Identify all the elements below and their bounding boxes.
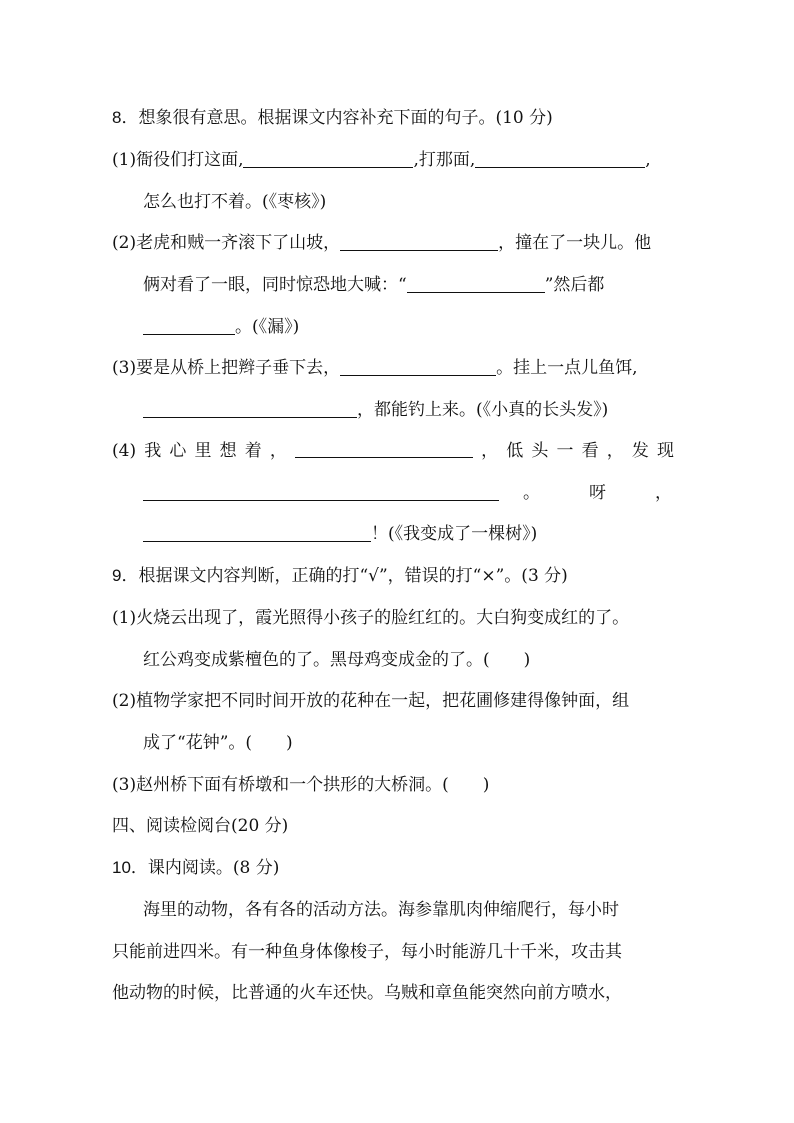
q8-item-1-line-2: 怎么也打不着。(《枣核》) — [143, 192, 327, 212]
answer-blank[interactable] — [295, 439, 473, 458]
char: 一 — [556, 441, 574, 461]
char: 里 — [194, 441, 212, 461]
char: 发 — [631, 441, 649, 461]
char: ， — [269, 441, 287, 461]
q9-title: 根据课文内容判断，正确的打“√”，错误的打“×”。(3 分) — [138, 566, 568, 586]
q9-number: 9． — [112, 566, 139, 585]
q10-passage-line-1: 海里的动物，各有各的活动方法。海参靠肌肉伸缩爬行，每小时 — [143, 900, 619, 920]
text: (2)老虎和贼一齐滚下了山坡， — [112, 233, 341, 253]
text: (3)要是从桥上把辫子垂下去， — [112, 358, 341, 378]
answer-blank[interactable] — [475, 149, 645, 168]
q9-item-1-line-2: 红公鸡变成紫檀色的了。黑母鸡变成金的了。( ) — [143, 650, 531, 670]
text: (1)衙役们打这面, — [112, 150, 244, 170]
text: (4) — [112, 441, 137, 461]
q8-item-3-line-2 — [143, 398, 608, 422]
char: ， — [606, 441, 624, 461]
text: 俩对看了一眼，同时惊恐地大喊：“ — [143, 275, 407, 295]
char: 头 — [531, 441, 549, 461]
char: 看 — [581, 441, 599, 461]
char: 心 — [169, 441, 187, 461]
answer-blank[interactable] — [340, 232, 498, 251]
char: 现 — [656, 441, 674, 461]
answer-blank[interactable] — [340, 357, 496, 376]
char: ， — [481, 441, 499, 461]
answer-blank[interactable] — [143, 482, 499, 501]
q8-item-2-line-3 — [143, 315, 299, 339]
answer-blank[interactable] — [143, 523, 371, 542]
text: , — [645, 150, 651, 170]
answer-blank[interactable] — [243, 149, 413, 168]
text: ”然后都 — [544, 275, 605, 295]
text: ,打那面, — [413, 150, 476, 170]
text: ，都能钓上来。(《小真的长头发》) — [357, 400, 609, 420]
q9-item-3: (3)赵州桥下面有桥墩和一个拱形的大桥洞。( ) — [112, 775, 490, 795]
q10-number: 10． — [112, 858, 148, 877]
q8-heading — [112, 106, 553, 130]
q10-passage-line-2: 只能前进四米。有一种鱼身体像梭子，每小时能游几十千米，攻击其 — [112, 942, 622, 962]
char: 低 — [506, 441, 524, 461]
q8-item-4-line-2 — [143, 481, 672, 505]
q10-passage-line-3: 他动物的时候，比普通的火车还快。乌贼和章鱼能突然向前方喷水， — [112, 983, 622, 1003]
q10-heading — [112, 856, 279, 880]
answer-blank[interactable] — [143, 316, 235, 335]
q8-item-3-line-1 — [112, 356, 638, 380]
answer-blank[interactable] — [143, 399, 357, 418]
char: 着 — [244, 441, 262, 461]
q9-heading — [112, 564, 568, 588]
text: 呀 — [589, 483, 606, 503]
q8-title: 想象很有意思。根据课文内容补充下面的句子。(10 分) — [138, 108, 553, 128]
q8-item-2-line-2 — [143, 273, 604, 297]
char: 想 — [219, 441, 237, 461]
q8-item-1-line-1 — [112, 148, 651, 172]
char: 我 — [144, 441, 162, 461]
q8-number: 8． — [112, 108, 139, 127]
q9-item-2-line-1: (2)植物学家把不同时间开放的花种在一起，把花圃修建得像钟面，组 — [112, 691, 630, 711]
q9-item-2-line-2: 成了“花钟”。( ) — [143, 733, 293, 753]
section-4-heading: 四、阅读检阅台(20 分) — [112, 816, 289, 836]
answer-blank[interactable] — [407, 274, 545, 293]
text: 。 — [523, 483, 540, 503]
text: 。挂上一点儿鱼饵, — [496, 358, 638, 378]
q9-item-1-line-1: (1)火烧云出现了，霞光照得小孩子的脸红红的。大白狗变成红的了。 — [112, 608, 630, 628]
text: ！(《我变成了一棵树》) — [371, 524, 538, 544]
q8-item-4-line-1 — [112, 439, 674, 463]
q8-item-2-line-1 — [112, 231, 651, 255]
q10-title: 课内阅读。(8 分) — [147, 858, 280, 878]
text: 。(《漏》) — [235, 317, 300, 337]
text: ，撞在了一块儿。他 — [498, 233, 652, 253]
text: ， — [655, 483, 672, 503]
q8-item-4-line-3 — [143, 522, 537, 546]
